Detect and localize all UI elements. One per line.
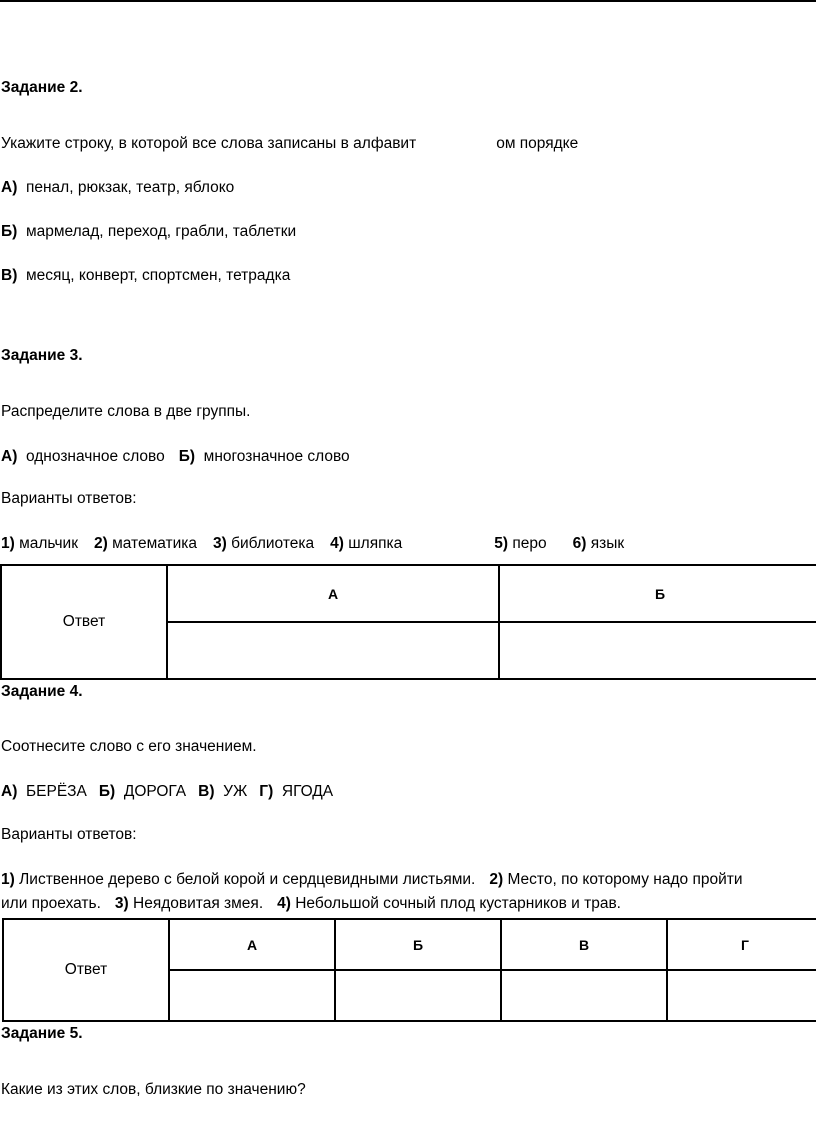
group-letter: Б) — [178, 448, 196, 465]
word-text: библиотека — [231, 535, 315, 552]
option-text: пенал, рюкзак, театр, яблоко — [25, 179, 235, 196]
task5-heading: Задание 5. — [1, 1025, 83, 1042]
column-header-a: А — [169, 919, 335, 970]
meaning-text: Неядовитая змея. — [133, 895, 264, 912]
task4-heading: Задание 4. — [1, 683, 83, 700]
task3-variants-label: Варианты ответов: — [1, 490, 137, 507]
meaning-text: Лиственное дерево с белой корой и сердцевидными листьями. — [19, 871, 476, 888]
column-header-a: А — [167, 565, 499, 622]
task3-answer-table — [0, 564, 816, 680]
task2-option-c — [1, 266, 290, 286]
word-text: шляпка — [348, 535, 403, 552]
word-text: математика — [112, 535, 198, 552]
word-text: БЕРЁЗА — [25, 783, 87, 800]
meaning-num: 2) — [489, 871, 504, 888]
word-text: язык — [590, 535, 625, 552]
task3-prompt: Распределите слова в две группы. — [1, 403, 251, 420]
option-text: месяц, конверт, спортсмен, тетрадка — [25, 267, 291, 284]
word-letter: Г) — [259, 783, 274, 800]
option-letter: А) — [1, 179, 18, 196]
column-header-b: Б — [499, 565, 816, 622]
meaning-num: 1) — [1, 871, 15, 888]
task2-prompt — [1, 134, 578, 154]
task5-prompt: Какие из этих слов, близкие по значению? — [1, 1081, 306, 1098]
group-text: однозначное слово — [25, 448, 165, 465]
word-num: 4) — [330, 535, 344, 552]
word-letter: Б) — [98, 783, 116, 800]
task2-option-b — [1, 222, 296, 242]
word-text: ДОРОГА — [123, 783, 187, 800]
group-letter: А) — [1, 448, 18, 465]
answer-cell-g[interactable] — [667, 970, 816, 1021]
word-text: УЖ — [223, 783, 248, 800]
task3-word-list — [1, 534, 624, 554]
task3-heading: Задание 3. — [1, 347, 83, 364]
column-header-v: В — [501, 919, 667, 970]
answer-label-cell: Ответ — [1, 565, 167, 679]
task2-heading: Задание 2. — [1, 79, 83, 96]
word-num: 1) — [1, 535, 15, 552]
task2-option-a — [1, 178, 234, 198]
word-text: перо — [512, 535, 547, 552]
word-letter: В) — [198, 783, 215, 800]
task3-groups — [1, 447, 350, 467]
answer-label-cell: Ответ — [3, 919, 169, 1021]
answer-cell-v[interactable] — [501, 970, 667, 1021]
answer-cell-a[interactable] — [169, 970, 335, 1021]
task4-answer-table — [2, 918, 816, 1022]
meaning-num: 4) — [277, 895, 291, 912]
word-text: ЯГОДА — [281, 783, 334, 800]
task4-prompt: Соотнесите слово с его значением. — [1, 738, 257, 755]
meaning-text: Небольшой сочный плод кустарников и трав. — [295, 895, 621, 912]
column-header-g: Г — [667, 919, 816, 970]
answer-cell-a[interactable] — [167, 622, 499, 679]
word-num: 6) — [572, 535, 587, 552]
group-text: многозначное слово — [203, 448, 350, 465]
task4-meanings-line2 — [1, 894, 621, 914]
task2-prompt-end: ом порядке — [496, 135, 579, 152]
task2-prompt-start: Укажите строку, в которой все слова записаны в алфавит — [1, 135, 417, 152]
answer-cell-b[interactable] — [499, 622, 816, 679]
task4-variants-label: Варианты ответов: — [1, 826, 137, 843]
answer-cell-b[interactable] — [335, 970, 501, 1021]
option-text: мармелад, переход, грабли, таблетки — [25, 223, 297, 240]
word-num: 5) — [494, 535, 509, 552]
word-num: 2) — [93, 535, 108, 552]
task4-meanings-line1 — [1, 870, 743, 890]
page-top-border — [0, 0, 816, 2]
option-letter: В) — [1, 267, 18, 284]
meaning-text: Место, по которому надо пройти — [507, 871, 743, 888]
meaning-text: или проехать. — [1, 895, 101, 912]
task4-words — [1, 782, 333, 802]
word-num: 3) — [213, 535, 227, 552]
word-text: мальчик — [19, 535, 78, 552]
column-header-b: Б — [335, 919, 501, 970]
word-letter: А) — [1, 783, 18, 800]
option-letter: Б) — [1, 223, 18, 240]
meaning-num: 3) — [114, 895, 129, 912]
